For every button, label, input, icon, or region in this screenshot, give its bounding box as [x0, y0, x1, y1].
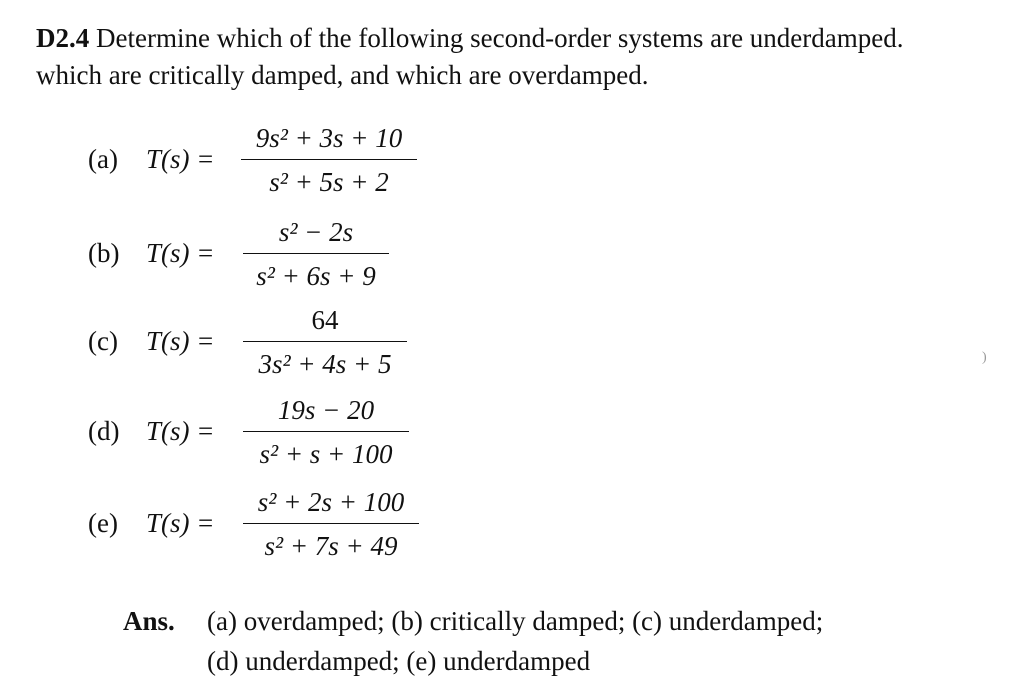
- problem-statement: [36, 20, 1016, 94]
- fraction: [243, 304, 407, 380]
- equation-label: (c): [88, 326, 118, 356]
- problem-text-1: Determine which of the following second-order systems are underdamped.: [96, 23, 904, 53]
- transfer-function-lhs: T(s) =: [146, 144, 215, 174]
- denominator: s² + 7s + 49: [264, 531, 398, 561]
- fraction-bar: [243, 341, 407, 342]
- denominator: s² + s + 100: [259, 439, 393, 469]
- numerator: 64: [311, 305, 339, 335]
- numerator: 9s² + 3s + 10: [255, 123, 403, 153]
- numerator: s² − 2s: [278, 217, 354, 247]
- answer-line-1: (a) overdamped; (b) critically damped; (c) underdamped;: [207, 606, 824, 636]
- equation-a: [88, 122, 488, 212]
- equation-label: (a): [88, 144, 118, 174]
- transfer-function-lhs: T(s) =: [146, 238, 215, 268]
- denominator: 3s² + 4s + 5: [258, 349, 392, 379]
- fraction-bar: [241, 159, 417, 160]
- fraction: [243, 216, 389, 292]
- transfer-function-lhs: T(s) =: [146, 326, 215, 356]
- equation-c: [88, 304, 488, 394]
- fraction: [243, 394, 409, 470]
- problem-line-1: [36, 20, 1016, 57]
- equation-label: (d): [88, 416, 120, 446]
- denominator: s² + 5s + 2: [269, 167, 389, 197]
- denominator: s² + 6s + 9: [256, 261, 376, 291]
- equation-label: (b): [88, 238, 120, 268]
- fraction: [243, 486, 419, 562]
- transfer-function-lhs: T(s) =: [146, 416, 215, 446]
- equation-e: [88, 486, 488, 576]
- equation-b: [88, 216, 488, 306]
- fraction-bar: [243, 523, 419, 524]
- fraction: [241, 122, 417, 198]
- stray-mark: ): [982, 350, 987, 365]
- numerator: 19s − 20: [277, 395, 375, 425]
- fraction-bar: [243, 431, 409, 432]
- equation-label: (e): [88, 508, 118, 538]
- numerator: s² + 2s + 100: [257, 487, 405, 517]
- fraction-bar: [243, 253, 389, 254]
- problem-text-2: which are critically damped, and which are overdamped.: [36, 60, 649, 90]
- answer-label: Ans.: [123, 606, 175, 636]
- problem-id: D2.4: [36, 23, 90, 53]
- equation-d: [88, 394, 488, 484]
- answer-line-2: (d) underdamped; (e) underdamped: [207, 646, 591, 676]
- transfer-function-lhs: T(s) =: [146, 508, 215, 538]
